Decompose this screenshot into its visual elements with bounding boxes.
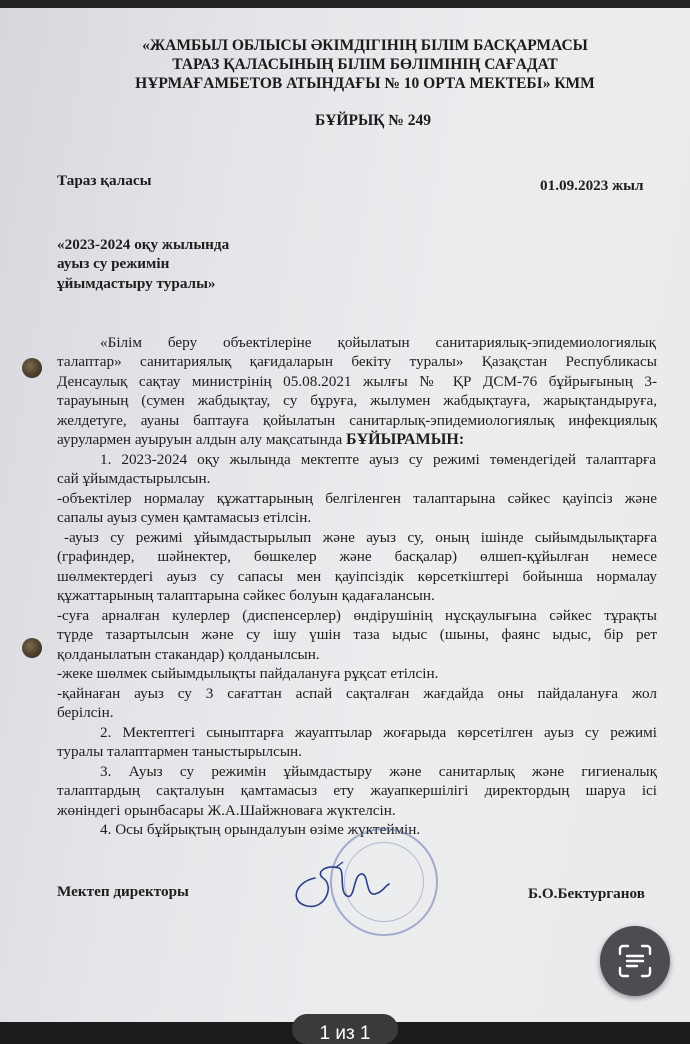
order-date: 01.09.2023 жыл: [540, 177, 644, 194]
order-title: БҰЙРЫҚ № 249: [314, 112, 431, 129]
subject-line: «2023-2024 оқу жылында: [57, 236, 230, 253]
city: Тараз қаласы: [57, 172, 152, 189]
order-word: БҰЙЫРАМЫН:: [346, 431, 465, 448]
body-line: желдетуге, ауаны баптауға қойылатын санитарлық-эпидемиологиялық инфекциялық: [57, 412, 657, 429]
body-line: түрде тазартылсын және су ішу үшін таза ыдыс (шыны, фаянс ыдыс, бір рет: [57, 626, 657, 643]
body-line: тарауының (сумен жабдықтау, су бұруға, жылумен жабдықтауға, жарықтандыруға,: [57, 392, 657, 409]
top-bar: [0, 0, 690, 8]
text-scan-button[interactable]: [600, 926, 670, 996]
body-line: сапалы ауыз сумен қамтамасыз етілсін.: [57, 509, 312, 526]
body-line: талаптар» санитариялық қағидаларын бекіту туралы» Қазақстан Республикасы: [57, 353, 657, 370]
body-line: 4. Осы бұйрықтың орындалуын өзіме жүктеймін.: [100, 821, 421, 838]
text-scan-icon: [616, 942, 654, 980]
body-line: -жеке шөлмек сыйымдылықты пайдалануға рұқсат етілсін.: [57, 665, 439, 682]
body-line: «Білім беру объектілеріне қойылатын санитариялық-эпидемиологиялық: [100, 334, 656, 351]
body-line: берілсін.: [57, 704, 114, 721]
body-line: шөлмектердегі ауыз су сапасы мен қауіпсіздік көрсеткіштері бойынша нормалау: [57, 568, 657, 585]
punch-hole: [22, 358, 42, 378]
signature: [285, 856, 395, 916]
document-page: [0, 8, 690, 1022]
body-line: қолданылатын стакандар) қолданылсын.: [57, 646, 320, 663]
body-line: -суға арналған кулерлер (диспенсерлер) өндірушінің нұсқаулығына сәйкес тұрақты: [57, 607, 657, 624]
body-line: 3. Ауыз су режимін ұйымдастыру және санитарлық және гигиеналық: [100, 763, 657, 780]
body-line: -ауыз су режимі ұйымдастырылып және ауыз су, оның ішінде сыйымдылықтарға: [64, 529, 657, 546]
signer-title: Мектеп директоры: [57, 883, 189, 900]
page-indicator: 1 из 1: [292, 1014, 398, 1044]
punch-hole: [22, 638, 42, 658]
body-line: [57, 430, 464, 450]
body-line: 2. Мектептегі сыныптарға жауаптылар жоғарыда көрсетілген ауыз су режимі: [100, 724, 657, 741]
body-line: Денсаулық сақтау министрінің 05.08.2021 жылғы № ҚР ДСМ-76 бұйрығының 3-: [57, 373, 657, 390]
body-line: (графиндер, шәйнектер, бөшкелер және басқалар) өлшеп-құйылған немесе: [57, 548, 657, 565]
body-line: сай ұйымдастырылсын.: [57, 470, 211, 487]
body-line: -қайнаған ауыз су 3 сағаттан аспай сақталған жағдайда оны пайдалануға жол: [57, 685, 657, 702]
subject-line: ауыз су режимін: [57, 255, 170, 272]
body-line: -объектілер нормалау құжаттарының белгіленген талаптарына сәйкес қауіпсіз және: [57, 490, 657, 507]
org-header-line3: НҰРМАҒАМБЕТОВ АТЫНДАҒЫ № 10 ОРТА МЕКТЕБІ» КММ: [135, 75, 595, 92]
body-line: туралы талаптармен таныстырылсын.: [57, 743, 302, 760]
org-header-line2: ТАРАЗ ҚАЛАСЫНЫҢ БІЛІМ БӨЛІМІНІҢ САҒАДАТ: [172, 56, 558, 73]
body-line: талаптардың сақталуын қамтамасыз ету жауапкершілігі директордың шаруа ісі: [57, 782, 657, 799]
body-line: құжаттарының талаптарына сәйкес болуын қадағалансын.: [57, 587, 435, 604]
body-line: жөніндегі орынбасары Ж.А.Шайжноваға жүктелсін.: [57, 802, 396, 819]
subject-line: ұйымдастыру туралы»: [57, 275, 216, 292]
body-line-text: аурулармен ауыруын алдын алу мақсатында: [57, 431, 343, 448]
signer-name: Б.О.Бектурганов: [528, 885, 645, 902]
body-line: 1. 2023-2024 оқу жылында мектепте ауыз су режимі төмендегідей талаптарға: [100, 451, 656, 468]
org-header-line1: «ЖАМБЫЛ ОБЛЫСЫ ӘКІМДІГІНІҢ БІЛІМ БАСҚАРМАСЫ: [142, 37, 588, 54]
